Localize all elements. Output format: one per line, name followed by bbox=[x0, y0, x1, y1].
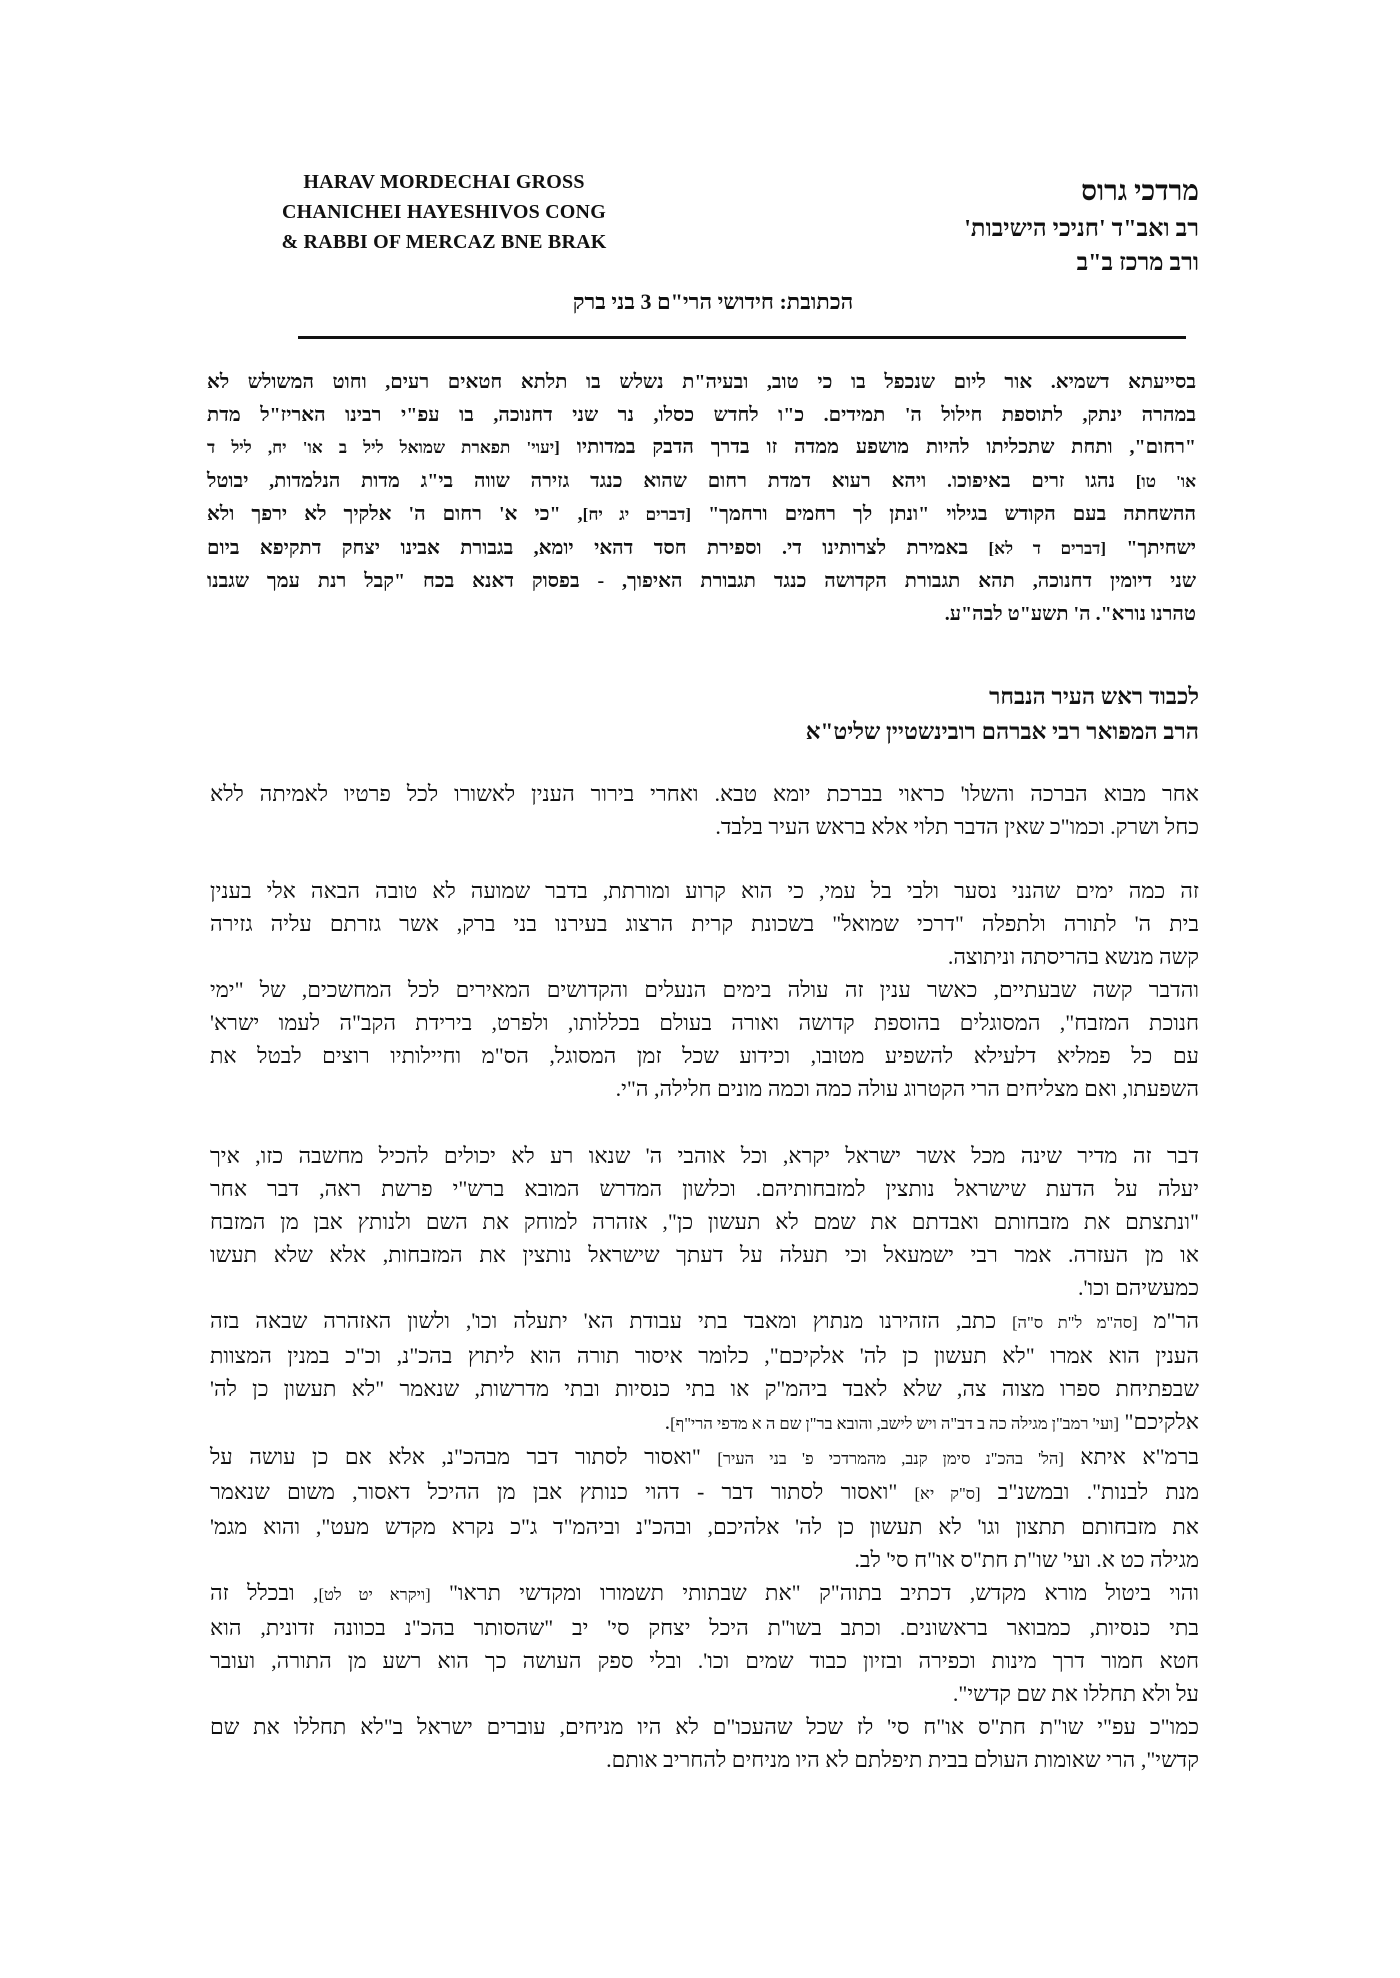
body-line bbox=[210, 1475, 1199, 1510]
text-run: "רחום", ותחת שתכליתו להיות מושפע ממדה זו בדרך הדבק במדותיו bbox=[559, 436, 1196, 458]
body-line bbox=[210, 1205, 1199, 1238]
addressee-line: הרב המפואר רבי אברהם רובינשטיין שליט"א bbox=[805, 719, 1199, 744]
body-line bbox=[210, 1271, 1199, 1304]
citation: או' טו] bbox=[1135, 471, 1196, 491]
english-letterhead-line: HARAV MORDECHAI GROSS bbox=[303, 171, 585, 193]
text-run: והדבר קשה שבעתיים, כאשר ענין זה עולה בימים הנעלים והקדושים המאירים לכל המחשכים, של "ימי bbox=[210, 977, 1199, 1002]
citation: [יעוי' תפארת שמואל ליל ב או' יח, ליל ד bbox=[207, 438, 560, 457]
text-run: הר"מ bbox=[1137, 1308, 1200, 1333]
opening-line bbox=[207, 366, 1196, 399]
citation: [ועי' רמב"ן מגילה כה ב דב"ה ויש לישב, והובא בר"ן שם ה א מדפי הרי"ף] bbox=[670, 1414, 1119, 1433]
opening-line bbox=[207, 431, 1196, 465]
text-run: או מן העזרה. אמר רבי ישמעאל וכי תעלה על דעתך שישראל נותצין את המזבחות, אלא שלא תעשו bbox=[210, 1242, 1199, 1267]
rabbi-subtitle: ורב מרכז ב"ב bbox=[1076, 250, 1199, 276]
hebrew-letterhead bbox=[779, 172, 1199, 280]
text-run: "ונתצתם את מזבחותם ואבדתם את שמם לא תעשון כן", אזהרה למוחק את השם ולנותץ אבן מן המזבח bbox=[210, 1209, 1199, 1234]
body-line bbox=[210, 1677, 1199, 1710]
body-line bbox=[210, 1039, 1199, 1072]
text-run: קדשי", הרי שאומות העולם בבית תיפלתם לא היו מניחים להחריב אותם. bbox=[606, 1747, 1199, 1772]
rabbi-title: רב ואב"ד 'חניכי הישיבות' bbox=[964, 216, 1199, 242]
opening-line bbox=[207, 465, 1196, 499]
citation: [ס"ק יא] bbox=[914, 1484, 981, 1503]
body-line bbox=[210, 940, 1199, 973]
addressee-line: לכבוד ראש העיר הנבחר bbox=[989, 684, 1199, 709]
text-run: , "כי א' רחום ה' אלקיך לא ירפך ולא bbox=[207, 503, 583, 525]
text-run: טהרנו נורא". ה' תשע"ט לבה"ע. bbox=[944, 602, 1196, 625]
address-line: הכתובת: חידושי הרי"ם 3 בני ברק bbox=[572, 289, 854, 314]
opening-line bbox=[207, 565, 1196, 598]
text-run: , ובכלל זה bbox=[210, 1580, 319, 1605]
text-run: קשה מנשא בהריסתה וניתוצה. bbox=[947, 944, 1199, 969]
rabbi-name: מרדכי גרוס bbox=[1081, 176, 1199, 207]
body-paragraph bbox=[210, 1304, 1199, 1440]
body-paragraph bbox=[210, 1710, 1199, 1776]
text-run: אחר מבוא הברכה והשלו' כראוי בברכת יומא טבא. ואחרי בירור הענין לאשורו לכל פרטיו לאמיתה ללא bbox=[210, 781, 1199, 806]
text-run: . bbox=[664, 1409, 671, 1434]
body-line bbox=[210, 1405, 1199, 1440]
body-line bbox=[210, 1238, 1199, 1271]
text-run: מנת לבנות". ובמשנ"ב bbox=[980, 1479, 1199, 1504]
body-line bbox=[210, 1139, 1199, 1172]
text-run: הענין הוא אמרו "לא תעשון כן לה' אלקיכם", כלומר איסור תורה הוא ליתוץ בהכ"נ, וכ"כ במנין המצוות bbox=[210, 1343, 1199, 1368]
text-run: אלקיכם" bbox=[1119, 1409, 1199, 1434]
text-run: חטא חמור דרך מינות וכפירה ובזיון כבוד שמים וכו'. ובלי ספק העושה כך הוא רשע מן התורה, ועובר bbox=[210, 1648, 1199, 1673]
text-run: כתב, הזהירנו מנתוץ ומאבד בתי עבודת הא' יתעלה וכו', ולשון האזהרה שבאה בזה bbox=[210, 1308, 1013, 1333]
text-run: מגילה כט א. ועי' שו"ת חת"ס או"ח סי' לב. bbox=[854, 1547, 1199, 1572]
body-paragraph bbox=[210, 777, 1199, 843]
body-line bbox=[210, 874, 1199, 907]
body-line bbox=[210, 1743, 1199, 1776]
text-run: כמעשיהם וכו'. bbox=[1078, 1275, 1199, 1300]
opening-line bbox=[207, 598, 1196, 631]
opening-line bbox=[207, 532, 1196, 566]
body-paragraph bbox=[210, 1440, 1199, 1576]
letter-body bbox=[210, 777, 1199, 1776]
text-run: שני דיומין דחנוכה, תהא תגבורת הקדושה כנגד תגבורת האיפוך, - בפסוק דאנא בכח "קבל רנת עמך שגבנו bbox=[207, 570, 1196, 592]
text-run: יעלה על הדעת שישראל נותצין למזבחותיהם. וכלשון המדרש המובא ברש"י פרשת ראה, דבר אחר bbox=[210, 1176, 1199, 1201]
citation: [דברים יג יח] bbox=[582, 505, 691, 524]
body-line bbox=[210, 1440, 1199, 1475]
text-run: השפעתו, ואם מצליחים הרי הקטרוג עולה כמה וכמה מונים חלילה, ה"י. bbox=[615, 1076, 1199, 1101]
english-letterhead-line: & RABBI OF MERCAZ BNE BRAK bbox=[281, 231, 607, 253]
opening-paragraph bbox=[207, 366, 1196, 630]
text-run: ההשחתה בעם הקודש בגילוי "ונתן לך רחמים ורחמך" bbox=[691, 503, 1197, 525]
citation: [הל' בהכ"נ סימן קנב, מהמרדכי פ' בני העיר] bbox=[717, 1449, 1064, 1468]
body-line bbox=[210, 777, 1199, 810]
body-line bbox=[210, 1710, 1199, 1743]
body-line bbox=[210, 1304, 1199, 1339]
citation: [דברים ד לא] bbox=[988, 538, 1106, 558]
citation: [סה"מ ל"ת ס"ה] bbox=[1012, 1313, 1138, 1332]
body-line bbox=[210, 1006, 1199, 1039]
text-run: במהרה ינתק, לתוספת חילול ה' תמידים. כ"ו לחדש כסלו, נר שני דחנוכה, בו עפ"י רבינו האריז"ל מדת bbox=[207, 403, 1196, 426]
text-run: את מזבחותם תתצון וגו' לא תעשון כן לה' אלהיכם, ובהכ"נ וביהמ"ד ג"כ נקרא מקדש מעט", והוא מגמ' bbox=[210, 1514, 1199, 1539]
english-letterhead-line: CHANICHEI HAYESHIVOS CONG bbox=[282, 201, 606, 223]
text-run: "ואסור לסתור דבר מבהכ"נ, אלא אם כן עושה על bbox=[210, 1444, 718, 1469]
body-line bbox=[210, 1339, 1199, 1372]
body-line bbox=[210, 973, 1199, 1006]
body-line bbox=[210, 1372, 1199, 1405]
body-paragraph bbox=[210, 1576, 1199, 1710]
citation: [ויקרא יט לט] bbox=[318, 1585, 431, 1604]
addressee-block bbox=[499, 679, 1199, 749]
text-run: והוי ביטול מורא מקדש, דכתיב בתוה"ק "את שבתותי תשמורו ומקדשי תראו" bbox=[430, 1580, 1200, 1605]
text-run: "ואסור לסתור דבר - דהוי כנותץ אבן מן ההיכל דאסור, משום שנאמר bbox=[210, 1479, 915, 1504]
text-run: חנוכת המזבח", המסוגלים בהוספת קדושה ואורה בעולם בכללותו, ולפרט, בירידת הקב"ה לעמו ישרא' bbox=[210, 1010, 1199, 1035]
body-line bbox=[210, 1543, 1199, 1576]
text-run: דבר זה מדיר שינה מכל אשר ישראל יקרא, וכל אוהבי ה' שנאו רע לא יכולים להכיל מחשבה כזו, איך bbox=[210, 1143, 1199, 1168]
body-line bbox=[210, 1510, 1199, 1543]
body-line bbox=[210, 1072, 1199, 1105]
text-run: באמירת לצרותינו די. וספירת חסד דהאי יומא, בגבורת אבינו יצחק דתקיפא ביום bbox=[207, 536, 989, 559]
body-line bbox=[210, 1576, 1199, 1611]
opening-line bbox=[207, 498, 1196, 532]
text-run: שבפתיחת ספרו מצוה צה, שלא לאבד ביהמ"ק או בתי כנסיות ובתי מדרשות, שנאמר "לא תעשון כן לה' bbox=[210, 1376, 1199, 1401]
text-run: ישחיתך" bbox=[1105, 536, 1196, 559]
body-paragraph bbox=[210, 1139, 1199, 1304]
text-run: כמו"כ עפ"י שו"ת חת"ס או"ח סי' לז שכל שהעכו"ם לא היו מניחים, עוברים ישראל ב"לא תחללו את שם bbox=[210, 1714, 1199, 1739]
body-line bbox=[210, 810, 1199, 843]
body-line bbox=[210, 1611, 1199, 1644]
english-letterhead bbox=[264, 167, 624, 257]
body-line bbox=[210, 907, 1199, 940]
body-line bbox=[210, 1172, 1199, 1205]
body-paragraph bbox=[210, 874, 1199, 973]
text-run: ברמ"א איתא bbox=[1063, 1444, 1199, 1469]
body-line bbox=[210, 1644, 1199, 1677]
text-run: כחל ושרק. וכמו"כ שאין הדבר תלוי אלא בראש העיר בלבד. bbox=[715, 814, 1199, 839]
text-run: בתי כנסיות, כמבואר בראשונים. וכתב בשו"ת היכל יצחק סי' יב "שהסותר בהכ"נ בכוונה זדונית, הוא bbox=[210, 1615, 1199, 1640]
text-run: על ולא תחללו את שם קדשי". bbox=[952, 1681, 1199, 1706]
opening-line bbox=[207, 399, 1196, 432]
text-run: נהגו זרים באיפוכו. ויהא רעוא דמדת רחום שהוא כנגד גזירה שווה בי"ג מדות הנלמדות, יבוטל bbox=[207, 469, 1136, 492]
header-divider bbox=[298, 336, 1186, 339]
body-paragraph bbox=[210, 973, 1199, 1105]
text-run: עם כל פמליא דלעילא להשפיע מטובו, וכידוע שכל זמן המסוגל, הס"מ וחיילותיו רוצים לבטל את bbox=[210, 1043, 1199, 1068]
text-run: בית ה' לתורה ולתפלה "דרכי שמואל" בשכונת קרית הרצוג בעירנו בני ברק, אשר גזרתם עליה גזירה bbox=[210, 911, 1199, 936]
text-run: זה כמה ימים שהנני נסער ולבי בל עמי, כי הוא קרוע ומורתת, בדבר שמועה לא טובה הבאה אלי בענין bbox=[210, 878, 1199, 903]
text-run: בסייעתא דשמיא. אור ליום שנכפל בו כי טוב, ובעיה"ת נשלש בו תלתא חטאים רעים, וחוט המשולש לא bbox=[207, 371, 1196, 393]
